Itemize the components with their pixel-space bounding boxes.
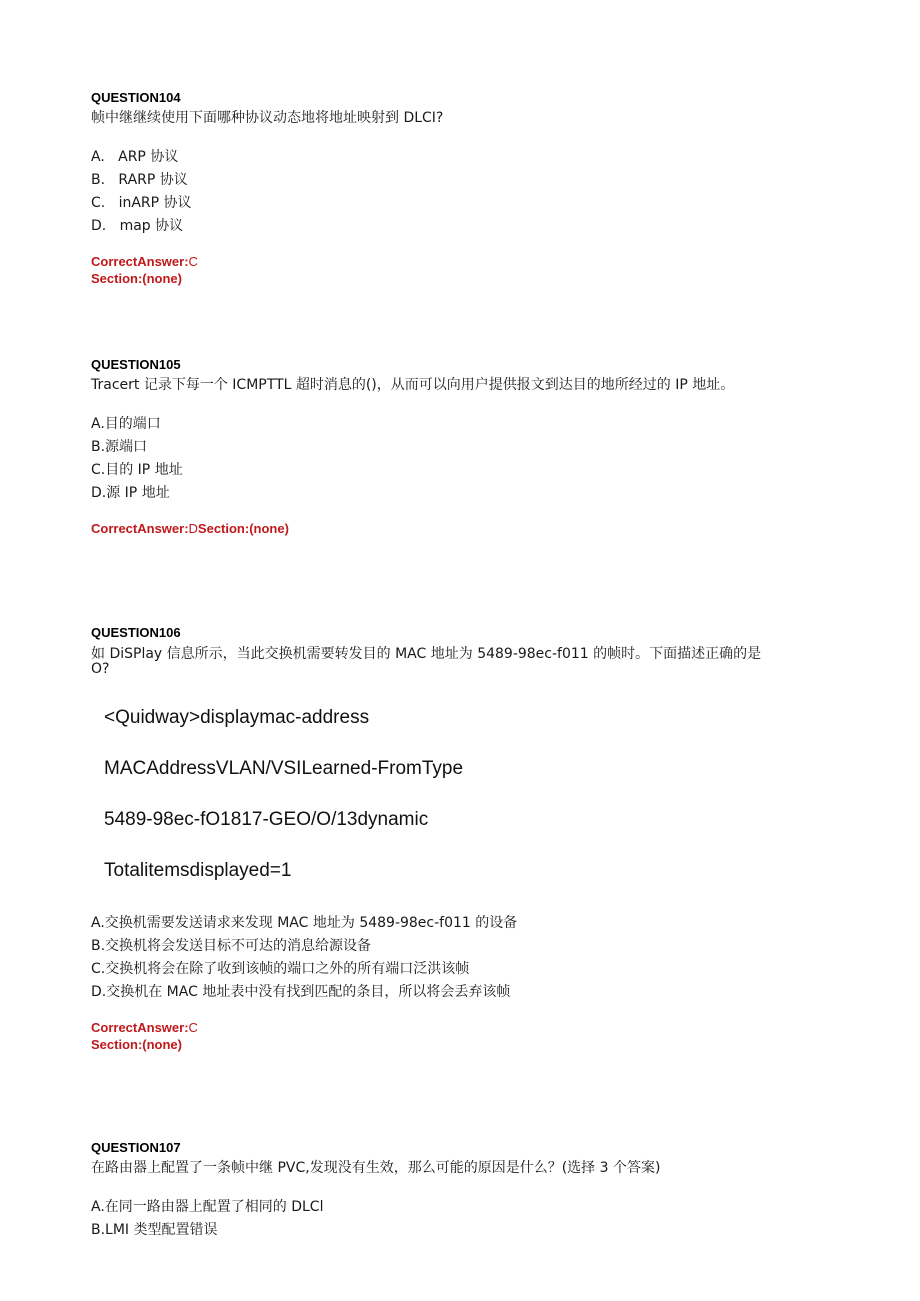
question-title: QUESTION106 (91, 625, 181, 640)
option-b: B.源端口 (91, 439, 148, 455)
question-title: QUESTION107 (91, 1140, 181, 1155)
option-b: B. RARP 协议 (91, 172, 188, 188)
option-b: B.交换机将会发送目标不可达的消息给源设备 (91, 938, 372, 954)
option-a: A.在同一路由器上配置了相同的 DLCl (91, 1199, 324, 1215)
answer-label: CorrectAnswer: (91, 521, 189, 536)
question-text: 在路由器上配置了一条帧中继 PVC,发现没有生效，那么可能的原因是什么？(选择 3 个答案) (91, 1160, 661, 1176)
answer-label: CorrectAnswer: (91, 1020, 189, 1035)
option-d: D. map 协议 (91, 218, 184, 234)
section-label: Section:(none) (197, 521, 289, 536)
answer-value: D (188, 521, 198, 536)
code-line: Totalitemsdisplayed=1 (104, 860, 292, 881)
option-c: C. inARP 协议 (91, 195, 192, 211)
option-a: A. ARP 协议 (91, 149, 179, 165)
question-title: QUESTION105 (91, 357, 181, 372)
option-d: D.源 IP 地址 (91, 485, 170, 501)
option-b: B.LMI 类型配置错误 (91, 1222, 218, 1238)
answer-label: CorrectAnswer: (91, 254, 189, 269)
option-c: C.交换机将会在除了收到该帧的端口之外的所有端口泛洪该帧 (91, 961, 470, 977)
answer-value: C (188, 254, 198, 269)
correct-answer (91, 254, 198, 269)
section-label: Section:(none) (91, 1037, 182, 1052)
code-line: MACAddressVLAN/VSILearned-FromType (104, 758, 464, 779)
option-a: A.目的端口 (91, 416, 161, 432)
code-line: <Quidway>displaymac-address (104, 707, 370, 728)
question-title: QUESTION104 (91, 90, 181, 105)
question-text-line2: O? (91, 661, 110, 677)
option-c: C.目的 IP 地址 (91, 462, 183, 478)
question-text: 帧中继继续使用下面哪种协议动态地将地址映射到 DLCI? (91, 110, 444, 126)
correct-answer (91, 521, 289, 536)
question-text: Tracert 记录下每一个 ICMPTTL 超时消息的()，从而可以向用户提供报文到达目的地所经过的 IP 地址。 (91, 377, 735, 393)
code-line: 5489-98ec-fO1817-GEO/O/13dynamic (104, 809, 429, 830)
option-d: D.交换机在 MAC 地址表中没有找到匹配的条目，所以将会丢弃该帧 (91, 984, 511, 1000)
answer-value: C (188, 1020, 198, 1035)
section-label: Section:(none) (91, 271, 182, 286)
correct-answer (91, 1020, 198, 1035)
option-a: A.交换机需要发送请求来发现 MAC 地址为 5489-98ec-f011 的设备 (91, 915, 518, 931)
question-text-line1: 如 DiSPlay 信息所示，当此交换机需要转发目的 MAC 地址为 5489-98ec-f011 的帧时。下面描述正确的是 (91, 646, 762, 662)
